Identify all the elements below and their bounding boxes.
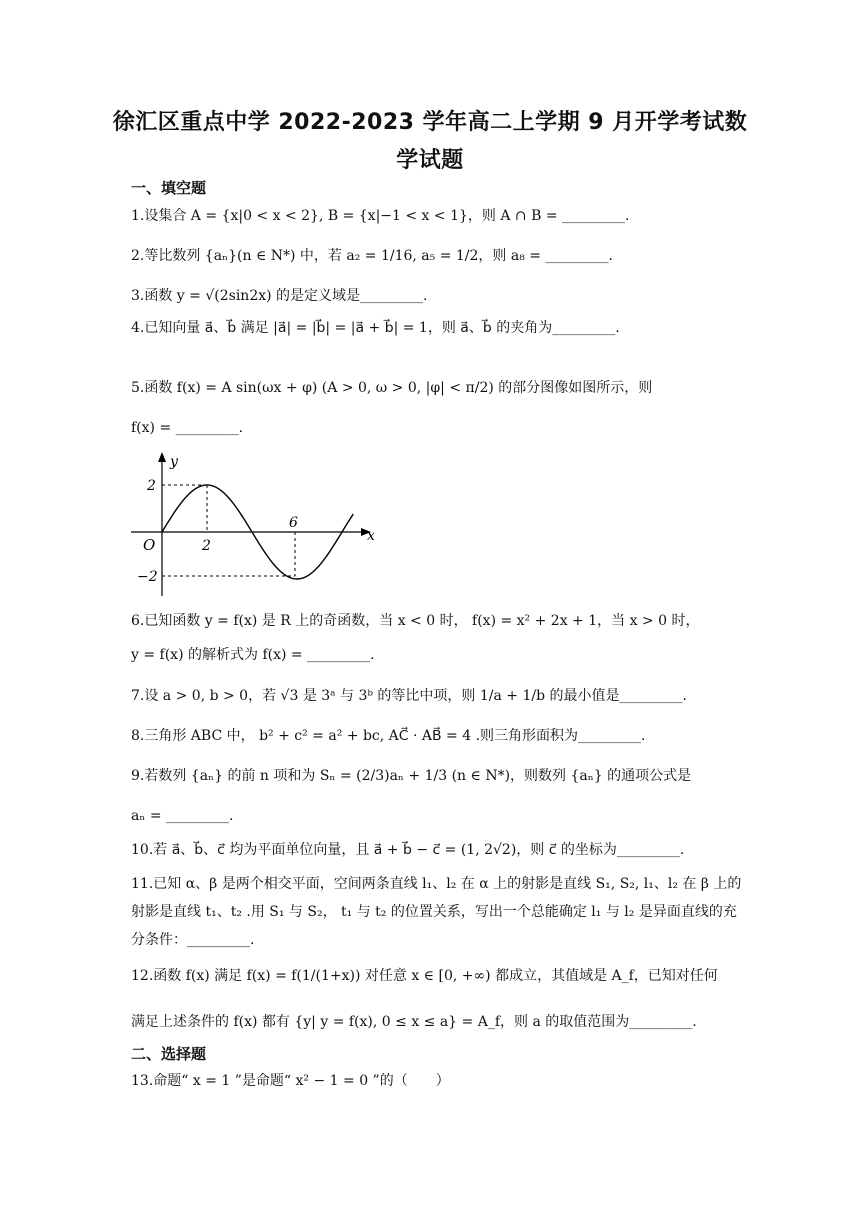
- question-11-line-1: 11.已知 α、β 是两个相交平面，空间两条直线 l₁、l₂ 在 α 上的射影是直线 S₁, S₂, l₁、l₂ 在 β 上的: [131, 876, 742, 892]
- title-line-1: 徐汇区重点中学 2022-2023 学年高二上学期 9 月开学考试数: [112, 110, 748, 135]
- tick-x-2: 2: [202, 538, 211, 554]
- question-7: 7.设 a > 0, b > 0，若 √3 是 3ᵃ 与 3ᵇ 的等比中项，则 1/a + 1/b 的最小值是_________.: [131, 688, 687, 704]
- tick-x-6: 6: [289, 515, 298, 531]
- tick-y-max: 2: [147, 478, 156, 494]
- question-13: 13.命题“ x = 1 ”是命题“ x² − 1 = 0 ”的（ ）: [131, 1073, 450, 1089]
- question-6-line-1: 6.已知函数 y = f(x) 是 R 上的奇函数，当 x < 0 时， f(x) = x² + 2x + 1，当 x > 0 时，: [131, 613, 700, 629]
- x-axis-label: x: [367, 528, 375, 544]
- question-3: 3.函数 y = √(2sin2x) 的是定义域是_________.: [131, 288, 428, 304]
- title-line-2: 学试题: [396, 148, 464, 173]
- origin-label: O: [143, 536, 156, 554]
- section-fill-in: 一、填空题: [131, 179, 207, 197]
- tick-y-min: −2: [137, 569, 158, 585]
- question-11-line-2: 射影是直线 t₁、t₂ .用 S₁ 与 S₂， t₁ 与 t₂ 的位置关系，写出一个总能确定 l₁ 与 l₂ 是异面直线的充: [131, 904, 737, 920]
- question-4: 4.已知向量 a⃗、b⃗ 满足 |a⃗| = |b⃗| = |a⃗ + b⃗| = 1，则 a⃗、b⃗ 的夹角为_________.: [131, 320, 620, 336]
- y-axis-arrow: [158, 452, 166, 462]
- question-9-line-1: 9.若数列 {aₙ} 的前 n 项和为 Sₙ = (2/3)aₙ + 1/3 (n ∈ N*)，则数列 {aₙ} 的通项公式是: [131, 768, 692, 784]
- question-1: 1.设集合 A = {x|0 < x < 2}, B = {x|−1 < x < 1}，则 A ∩ B = _________.: [131, 208, 630, 224]
- question-10: 10.若 a⃗、b⃗、c⃗ 均为平面单位向量，且 a⃗ + b⃗ − c⃗ = (1, 2√2)，则 c⃗ 的坐标为_________.: [131, 842, 685, 858]
- question-12-line-2: 满足上述条件的 f(x) 都有 {y| y = f(x), 0 ≤ x ≤ a} = A_f，则 a 的取值范围为_________.: [131, 1014, 697, 1030]
- question-5-line-2: f(x) = _________.: [131, 420, 244, 436]
- question-5-line-1: 5.函数 f(x) = A sin(ωx + φ) (A > 0, ω > 0, |φ| < π/2) 的部分图像如图所示，则: [131, 380, 653, 396]
- question-6-line-2: y = f(x) 的解析式为 f(x) = _________.: [131, 647, 375, 663]
- question-2: 2.等比数列 {aₙ}(n ∈ N*) 中，若 a₂ = 1/16, a₅ = 1/2，则 a₈ = _________.: [131, 248, 613, 264]
- y-axis-label: y: [170, 454, 178, 470]
- question-12-line-1: 12.函数 f(x) 满足 f(x) = f(1/(1+x)) 对任意 x ∈ [0, +∞) 都成立，其值域是 A_f，已知对任何: [131, 968, 718, 984]
- question-11-line-3: 分条件：_________.: [131, 932, 255, 948]
- question-9-line-2: aₙ = _________.: [131, 808, 234, 824]
- sine-graph: [125, 448, 385, 598]
- question-8: 8.三角形 ABC 中， b² + c² = a² + bc, AC⃗ · AB⃗ = 4 .则三角形面积为_________.: [131, 728, 646, 744]
- section-multiple-choice: 二、选择题: [131, 1045, 207, 1063]
